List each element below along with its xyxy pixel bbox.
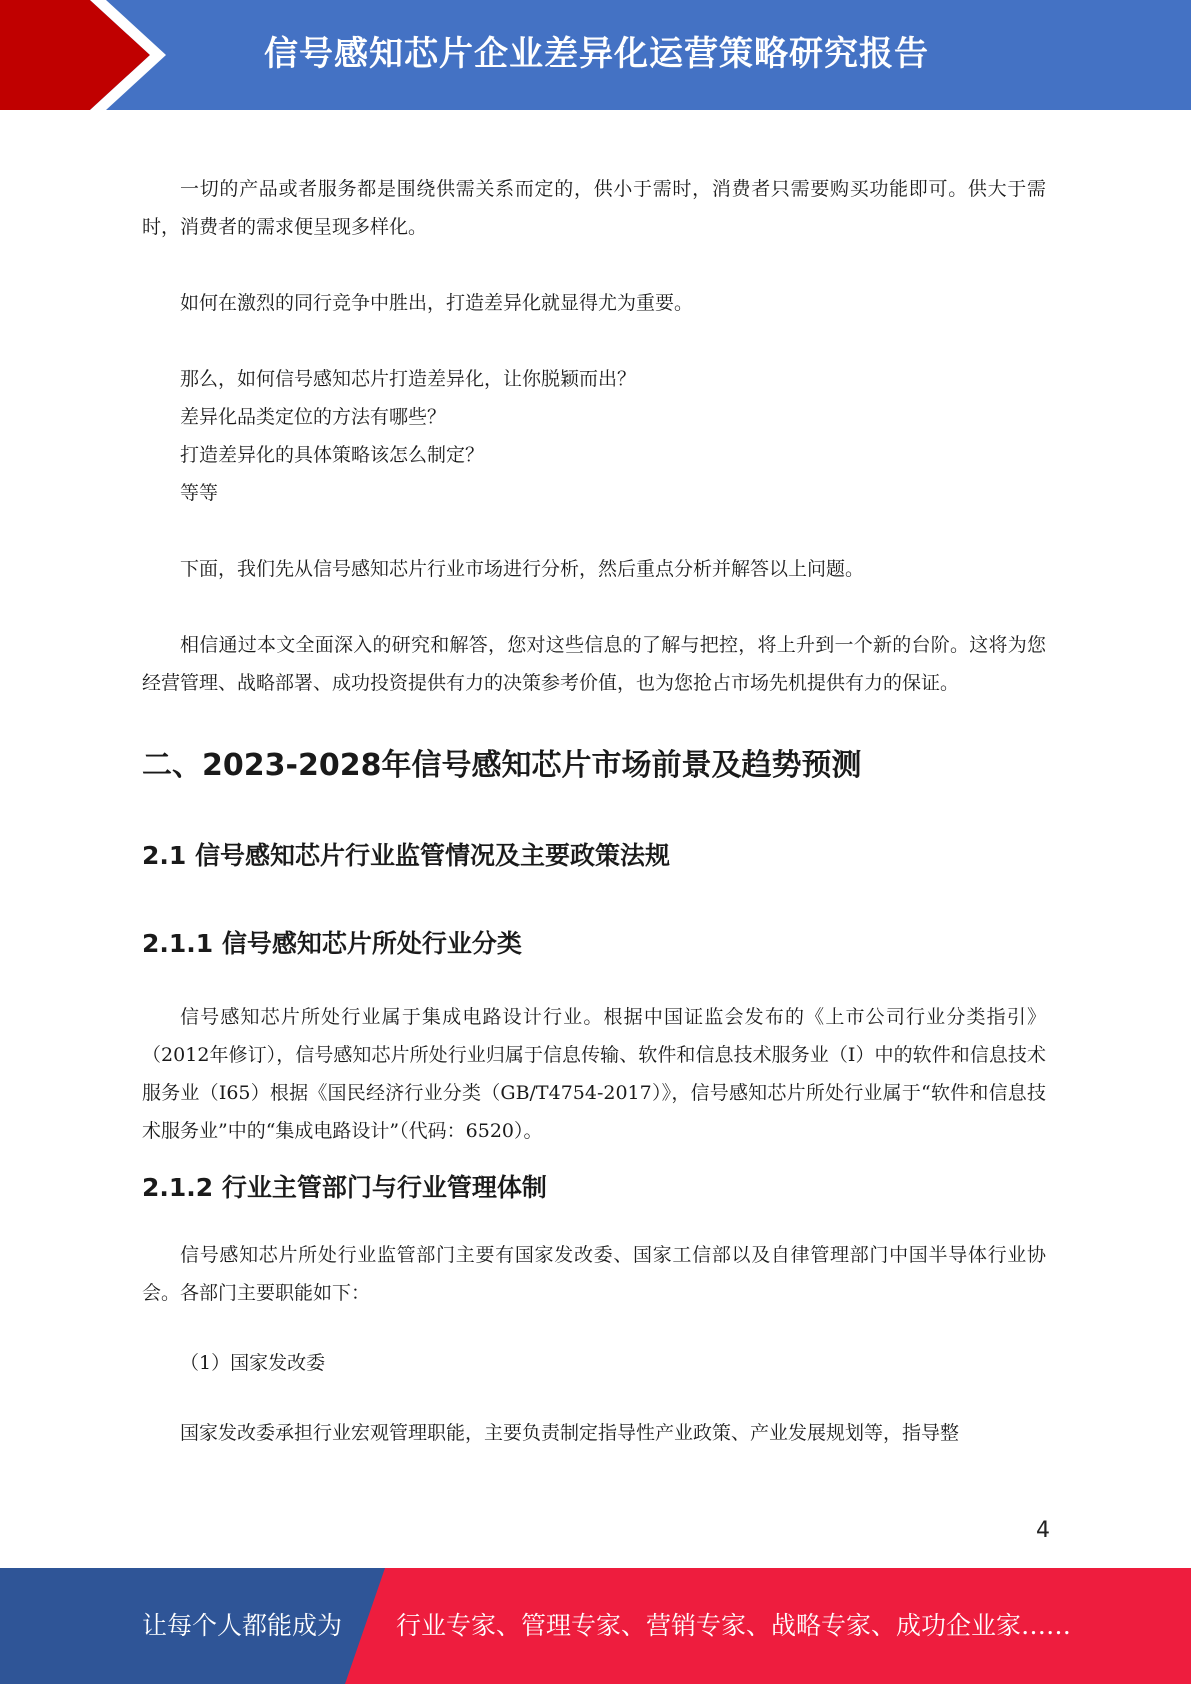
question-2: 差异化品类定位的方法有哪些？ [180, 406, 447, 428]
intro-paragraph-4: 相信通过本文全面深入的研究和解答，您对这些信息的了解与把控，将上升到一个新的台阶。这将为您经营管理、战略部署、成功投资提供有力的决策参考价值，也为您抢占市场先机提供有力的保证。 [142, 634, 1046, 694]
question-4: 等等 [180, 482, 219, 504]
subsection-heading-2-1-1: 2.1.1 信号感知芯片所处行业分类 [142, 929, 522, 958]
section-heading: 二、2023-2028年信号感知芯片市场前景及趋势预测 [142, 748, 862, 783]
intro-paragraph-1: 一切的产品或者服务都是围绕供需关系而定的，供小于需时，消费者只需要购买功能即可。供大于需时，消费者的需求便呈现多样化。 [142, 178, 1046, 238]
footer-slogan-right: 行业专家、管理专家、营销专家、战略专家、成功企业家…… [396, 1611, 1072, 1640]
intro-paragraph-3: 下面，我们先从信号感知芯片行业市场进行分析，然后重点分析并解答以上问题。 [180, 558, 865, 580]
report-title: 信号感知芯片企业差异化运营策略研究报告 [264, 34, 929, 74]
list-item-1: （1）国家发改委 [180, 1352, 326, 1374]
paragraph-2-1-2: 信号感知芯片所处行业监管部门主要有国家发改委、国家工信部以及自律管理部门中国半导体行业协会。各部门主要职能如下： [142, 1244, 1046, 1304]
question-3: 打造差异化的具体策略该怎么制定？ [180, 444, 485, 466]
question-1: 那么，如何信号感知芯片打造差异化，让你脱颖而出？ [180, 368, 637, 390]
subsection-heading-2-1: 2.1 信号感知芯片行业监管情况及主要政策法规 [142, 841, 670, 870]
document-body [142, 170, 1046, 1452]
subsection-heading-2-1-2: 2.1.2 行业主管部门与行业管理体制 [142, 1173, 547, 1202]
intro-paragraph-2: 如何在激烈的同行竞争中胜出，打造差异化就显得尤为重要。 [180, 292, 694, 314]
header-banner [0, 0, 1191, 111]
page-number: 4 [1036, 1518, 1050, 1543]
paragraph-item-1: 国家发改委承担行业宏观管理职能，主要负责制定指导性产业政策、产业发展规划等，指导整 [180, 1422, 960, 1444]
footer-banner [0, 1568, 1191, 1684]
paragraph-2-1-1: 信号感知芯片所处行业属于集成电路设计行业。根据中国证监会发布的《上市公司行业分类指引》（2012年修订），信号感知芯片所处行业归属于信息传输、软件和信息技术服务业（I）中的软件和信息技术服务业（I65）根据《国民经济行业分类（GB/T4754-2017）》，信号感知芯片所处行业属于“软件和信息技术服务业”中的“集成电路设计”（代码：6520）。 [142, 1006, 1046, 1142]
footer-slogan-left: 让每个人都能成为 [142, 1611, 343, 1640]
